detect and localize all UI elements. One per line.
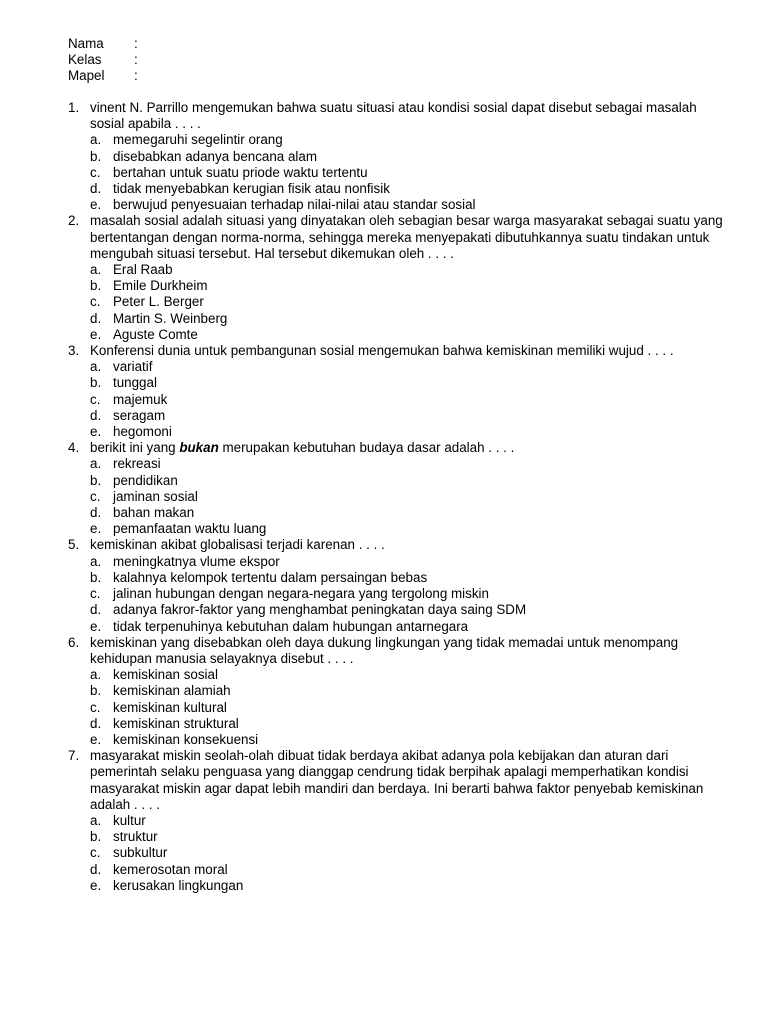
option-text: kemerosotan moral [113,861,228,877]
option-text: meningkatnya vlume ekspor [113,553,280,569]
option-letter: d. [90,715,102,731]
option-text: tidak terpenuhinya kebutuhan dalam hubungan antarnegara [113,618,469,634]
class-separator: : [134,52,138,68]
option-text: kemiskinan sosial [113,667,218,683]
question-text-before: berikit ini yang [90,440,180,456]
question-text: Konferensi dunia untuk pembangunan sosial mengemukan bahwa kemiskinan memiliki wujud . . . . [90,343,674,359]
option-c [90,294,728,310]
option-text: struktur [113,829,158,845]
option-list [90,813,728,894]
option-d [90,311,728,327]
question-text: masyarakat miskin seolah-olah dibuat tidak berdaya akibat adanya pola kebijakan dan aturan dari pemerintah selaku penguasa yang dianggap cendrung tidak berpihak apalagi memperhatikan kondisi masyarakat miskin agar dapat lebih mandiri dan berdaya. Ini berarti bahwa faktor penyebab kemiskinan adalah . . . . [90,748,704,812]
question-2 [68,213,728,343]
question-body [90,343,728,440]
option-text: Aguste Comte [113,326,198,342]
option-c [90,700,728,716]
option-a [90,554,728,570]
option-text: rekreasi [113,456,161,472]
option-e [90,424,728,440]
question-body [90,440,728,537]
option-letter: c. [90,294,101,310]
option-a [90,132,728,148]
option-text: Martin S. Weinberg [113,310,228,326]
option-b [90,683,728,699]
option-text: kemiskinan alamiah [113,683,231,699]
question-1 [68,100,728,213]
question-3 [68,343,728,440]
option-text: bertahan untuk suatu priode waktu tertentu [113,164,368,180]
option-text: kerusakan lingkungan [113,877,244,893]
option-letter: b. [90,375,102,391]
name-field-row [68,36,138,52]
option-letter: c. [90,699,101,715]
question-5 [68,537,728,634]
option-text: kemiskinan kultural [113,699,227,715]
option-letter: d. [90,407,102,423]
option-text: jaminan sosial [113,488,198,504]
option-e [90,619,728,635]
option-letter: a. [90,456,102,472]
option-letter: e. [90,521,102,537]
question-4 [68,440,728,537]
option-list [90,667,728,748]
option-a [90,359,728,375]
option-e [90,327,728,343]
option-a [90,813,728,829]
option-text: tidak menyebabkan kerugian fisik atau nonfisik [113,181,390,197]
question-number: 3. [68,343,80,359]
option-letter: e. [90,618,102,634]
option-text: memegaruhi segelintir orang [113,132,283,148]
option-letter: c. [90,391,101,407]
question-number: 5. [68,537,80,553]
option-e [90,521,728,537]
question-text [90,440,728,456]
option-b [90,278,728,294]
option-letter: d. [90,310,102,326]
option-e [90,732,728,748]
question-number: 1. [68,100,80,115]
question-body [90,537,728,634]
option-text: Peter L. Berger [113,294,204,310]
question-text: kemiskinan akibat globalisasi terjadi karenan . . . . [90,537,385,553]
option-text: kultur [113,812,146,828]
subject-separator: : [134,68,138,84]
option-c [90,392,728,408]
option-a [90,456,728,472]
subject-field-row [68,68,138,84]
option-e [90,197,728,213]
name-label: Nama [68,36,104,51]
option-letter: d. [90,181,102,197]
class-label: Kelas [68,52,102,68]
question-body [90,635,728,748]
option-c [90,586,728,602]
option-text: Emile Durkheim [113,278,208,294]
student-info-header [68,36,138,85]
option-letter: b. [90,472,102,488]
option-letter: b. [90,683,102,699]
question-body [90,748,728,894]
option-letter: a. [90,132,102,148]
option-text: tunggal [113,375,157,391]
name-separator: : [134,36,138,51]
option-letter: e. [90,731,102,747]
option-text: pendidikan [113,472,178,488]
option-c [90,489,728,505]
option-c [90,165,728,181]
option-letter: a. [90,553,102,569]
option-letter: e. [90,424,102,440]
option-text: pemanfaatan waktu luang [113,521,267,537]
option-list [90,359,728,440]
option-text: subkultur [113,845,168,861]
option-text: kemiskinan struktural [113,715,239,731]
question-text: masalah sosial adalah situasi yang dinyatakan oleh sebagian besar warga masyarakat sebagai suatu yang bertentangan dengan norma-norma, sehingga mereka menyepakati dibutuhkannya suatu tindakan untuk mengubah situasi tersebut. Hal tersebut dikemukan oleh . . . . [90,213,723,261]
question-text-after: merupakan kebutuhan budaya dasar adalah . . . . [218,440,515,456]
question-6 [68,635,728,748]
option-letter: a. [90,359,102,375]
option-letter: e. [90,197,102,213]
option-letter: b. [90,148,102,164]
option-letter: d. [90,861,102,877]
question-body [90,100,728,213]
question-text: vinent N. Parrillo mengemukan bahwa suatu situasi atau kondisi sosial dapat disebut sebagai masalah sosial apabila . . . . [90,100,697,132]
option-letter: c. [90,488,101,504]
option-text: variatif [113,359,153,375]
option-text: disebabkan adanya bencana alam [113,148,317,164]
option-c [90,845,728,861]
option-letter: a. [90,812,102,828]
option-letter: c. [90,586,101,602]
option-d [90,716,728,732]
option-list [90,456,728,537]
question-number: 6. [68,634,80,650]
option-list [90,554,728,635]
option-letter: e. [90,326,102,342]
option-letter: d. [90,602,102,618]
option-d [90,505,728,521]
option-b [90,570,728,586]
option-text: Eral Raab [113,262,173,278]
option-list [90,132,728,213]
class-field-row [68,52,138,68]
option-text: hegomoni [113,424,172,440]
option-e [90,878,728,894]
option-letter: a. [90,667,102,683]
option-b [90,829,728,845]
option-b [90,473,728,489]
question-text: kemiskinan yang disebabkan oleh daya dukung lingkungan yang tidak memadai untuk menompang kehidupan manusia selayaknya disebut . . . . [90,634,679,666]
option-text: seragam [113,407,166,423]
option-text: majemuk [113,391,168,407]
question-body [90,213,728,343]
option-letter: a. [90,262,102,278]
option-text: kemiskinan konsekuensi [113,731,259,747]
option-d [90,408,728,424]
emphasized-word: bukan [179,440,219,456]
option-text: adanya fakror-faktor yang menghambat peningkatan daya saing SDM [113,602,527,618]
question-list [68,100,728,894]
option-letter: c. [90,164,101,180]
option-d [90,181,728,197]
option-letter: b. [90,278,102,294]
option-d [90,602,728,618]
option-letter: c. [90,845,101,861]
option-a [90,262,728,278]
option-text: bahan makan [113,505,195,521]
option-text: jalinan hubungan dengan negara-negara yang tergolong miskin [113,586,489,602]
option-d [90,862,728,878]
option-letter: b. [90,569,102,585]
option-letter: b. [90,829,102,845]
option-text: berwujud penyesuaian terhadap nilai-nilai atau standar sosial [113,197,476,213]
option-b [90,375,728,391]
option-text: kalahnya kelompok tertentu dalam persaingan bebas [113,569,428,585]
question-number: 7. [68,748,80,764]
question-number: 2. [68,213,80,229]
option-a [90,667,728,683]
option-b [90,149,728,165]
question-number: 4. [68,440,80,456]
question-7 [68,748,728,894]
option-list [90,262,728,343]
option-letter: e. [90,877,102,893]
subject-label: Mapel [68,68,105,84]
option-letter: d. [90,505,102,521]
